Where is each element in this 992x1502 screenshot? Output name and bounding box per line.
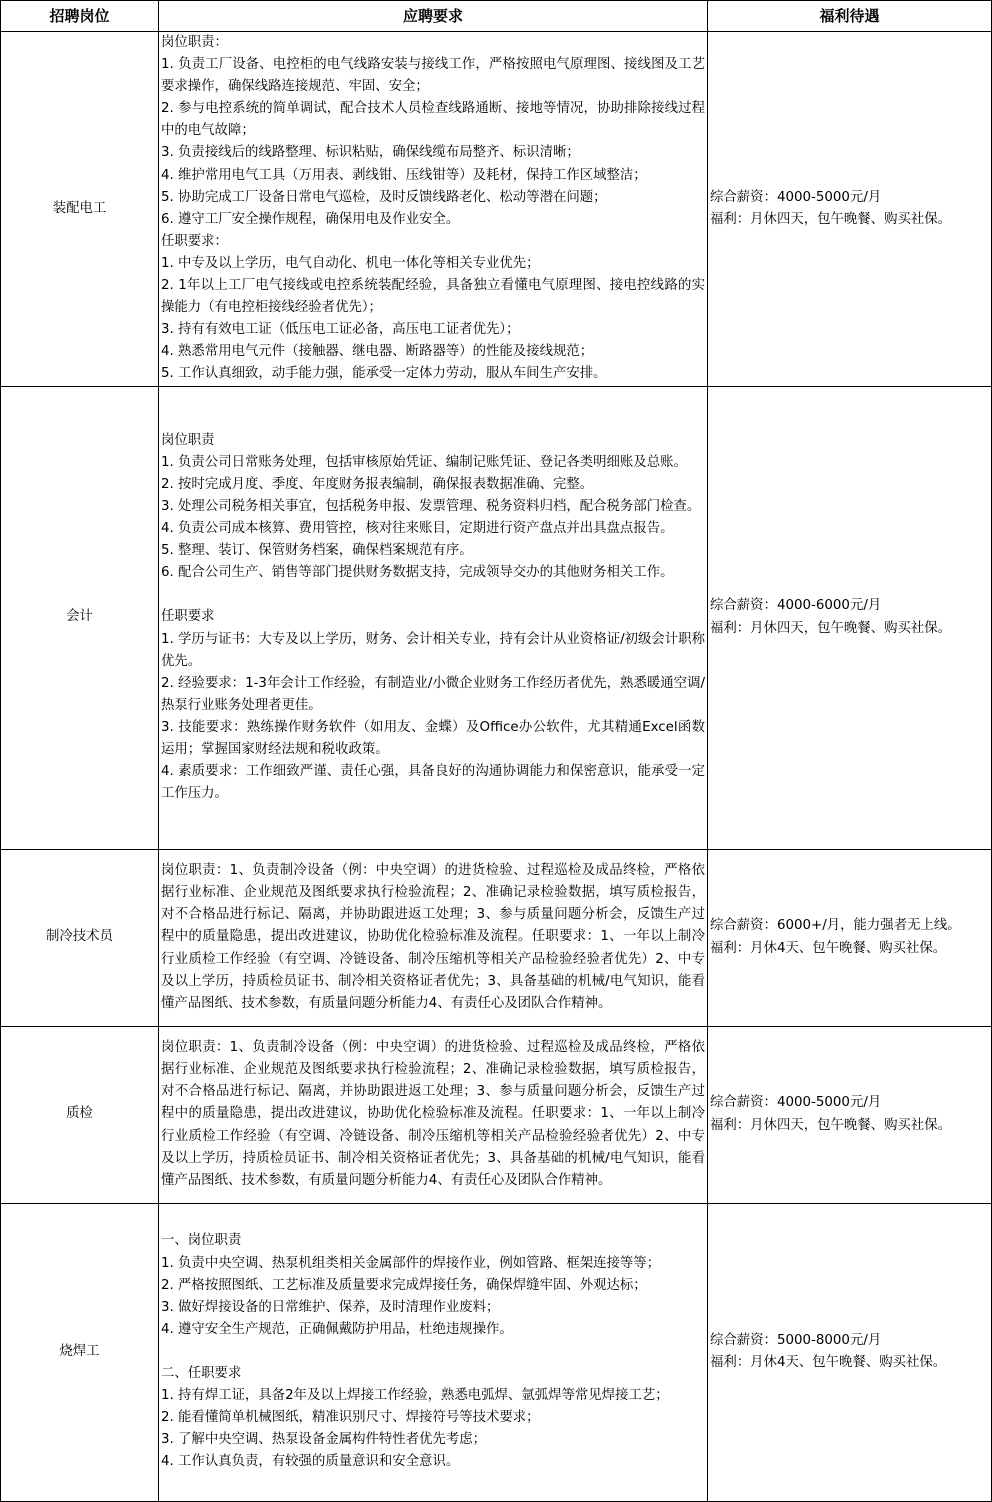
benefits-cell: 综合薪资：4000-5000元/月 福利：月休四天，包午晚餐、购买社保。 bbox=[708, 32, 992, 387]
table-row bbox=[1, 386, 992, 849]
requirements-cell: 岗位职责 1. 负责公司日常账务处理，包括审核原始凭证、编制记账凭证、登记各类明细账及总账。 2. 按时完成月度、季度、年度财务报表编制，确保报表数据准确、完整。 3. 处理公司税务相关事宜，包括税务申报、发票管理、税务资料归档，配合税务部门检查。 4. 负责公司成本核算、费用管控，核对往来账目，定期进行资产盘点并出具盘点报告。 5. 整理、装订、保管财务档案，确保档案规范有序。 6. 配合公司生产、销售等部门提供财务数据支持，完成领导交办的其他财务相关工作。 任职要求 1. 学历与证书：大专及以上学历，财务、会计相关专业，持有会计从业资格证/初级会计职称优先。 2. 经验要求：1-3年会计工作经验，有制造业/小微企业财务工作经历者优先，熟悉暖通空调/热泵行业账务处理者更佳。 3. 技能要求：熟练操作财务软件（如用友、金蝶）及Office办公软件，尤其精通Excel函数运用；掌握国家财经法规和税收政策。 4. 素质要求：工作细致严谨、责任心强，具备良好的沟通协调能力和保密意识，能承受一定工作压力。 bbox=[159, 386, 708, 849]
header-row bbox=[1, 1, 992, 32]
table-row bbox=[1, 849, 992, 1026]
table-row bbox=[1, 1026, 992, 1203]
table-row bbox=[1, 1203, 992, 1501]
requirements-cell: 一、岗位职责 1. 负责中央空调、热泵机组类相关金属部件的焊接作业，例如管路、框架连接等等； 2. 严格按照图纸、工艺标准及质量要求完成焊接任务，确保焊缝牢固、外观达标； 3. 做好焊接设备的日常维护、保养，及时清理作业废料； 4. 遵守安全生产规范，正确佩戴防护用品，杜绝违规操作。 二、任职要求 1. 持有焊工证，具备2年及以上焊接工作经验，熟悉电弧焊、氩弧焊等常见焊接工艺； 2. 能看懂简单机械图纸，精准识别尺寸、焊接符号等技术要求； 3. 了解中央空调、热泵设备金属构件特性者优先考虑； 4. 工作认真负责，有较强的质量意识和安全意识。 bbox=[159, 1203, 708, 1501]
header-position: 招聘岗位 bbox=[1, 1, 159, 32]
benefits-cell: 综合薪资：5000-8000元/月 福利：月休4天、包午晚餐、购买社保。 bbox=[708, 1203, 992, 1501]
requirements-cell: 岗位职责：1、负责制冷设备（例：中央空调）的进货检验、过程巡检及成品终检，严格依据行业标准、企业规范及图纸要求执行检验流程；2、准确记录检验数据，填写质检报告，对不合格品进行标记、隔离，并协助跟进返工处理；3、参与质量问题分析会，反馈生产过程中的质量隐患，提出改进建议，协助优化检验标准及流程。任职要求：1、一年以上制冷行业质检工作经验（有空调、冷链设备、制冷压缩机等相关产品检验经验者优先）2、中专及以上学历，持质检员证书、制冷相关资格证者优先；3、具备基础的机械/电气知识，能看懂产品图纸、技术参数，有质量问题分析能力4、有责任心及团队合作精神。 bbox=[159, 1026, 708, 1203]
position-cell: 会计 bbox=[1, 386, 159, 849]
benefits-cell: 综合薪资：4000-6000元/月 福利：月休四天，包午晚餐、购买社保。 bbox=[708, 386, 992, 849]
position-cell: 质检 bbox=[1, 1026, 159, 1203]
header-benefits: 福利待遇 bbox=[708, 1, 992, 32]
requirements-cell: 岗位职责：1、负责制冷设备（例：中央空调）的进货检验、过程巡检及成品终检，严格依据行业标准、企业规范及图纸要求执行检验流程；2、准确记录检验数据，填写质检报告，对不合格品进行标记、隔离，并协助跟进返工处理；3、参与质量问题分析会，反馈生产过程中的质量隐患，提出改进建议，协助优化检验标准及流程。任职要求：1、一年以上制冷行业质检工作经验（有空调、冷链设备、制冷压缩机等相关产品检验经验者优先）2、中专及以上学历，持质检员证书、制冷相关资格证者优先；3、具备基础的机械/电气知识，能看懂产品图纸、技术参数，有质量问题分析能力4、有责任心及团队合作精神。 bbox=[159, 849, 708, 1026]
table-row bbox=[1, 32, 992, 387]
benefits-cell: 综合薪资：6000+/月，能力强者无上线。 福利：月休4天、包午晚餐、购买社保。 bbox=[708, 849, 992, 1026]
benefits-cell: 综合薪资：4000-5000元/月 福利：月休四天，包午晚餐、购买社保。 bbox=[708, 1026, 992, 1203]
requirements-cell: 岗位职责： 1. 负责工厂设备、电控柜的电气线路安装与接线工作，严格按照电气原理图、接线图及工艺要求操作，确保线路连接规范、牢固、安全； 2. 参与电控系统的简单调试，配合技术人员检查线路通断、接地等情况，协助排除接线过程中的电气故障； 3. 负责接线后的线路整理、标识粘贴，确保线缆布局整齐、标识清晰； 4. 维护常用电气工具（万用表、剥线钳、压线钳等）及耗材，保持工作区域整洁； 5. 协助完成工厂设备日常电气巡检，及时反馈线路老化、松动等潜在问题； 6. 遵守工厂安全操作规程，确保用电及作业安全。 任职要求： 1. 中专及以上学历，电气自动化、机电一体化等相关专业优先； 2. 1年以上工厂电气接线或电控系统装配经验，具备独立看懂电气原理图、接电控线路的实操能力（有电控柜接线经验者优先）； 3. 持有有效电工证（低压电工证必备，高压电工证者优先）； 4. 熟悉常用电气元件（接触器、继电器、断路器等）的性能及接线规范； 5. 工作认真细致，动手能力强，能承受一定体力劳动，服从车间生产安排。 bbox=[159, 32, 708, 387]
position-cell: 装配电工 bbox=[1, 32, 159, 387]
position-cell: 烧焊工 bbox=[1, 1203, 159, 1501]
position-cell: 制冷技术员 bbox=[1, 849, 159, 1026]
header-requirements: 应聘要求 bbox=[159, 1, 708, 32]
